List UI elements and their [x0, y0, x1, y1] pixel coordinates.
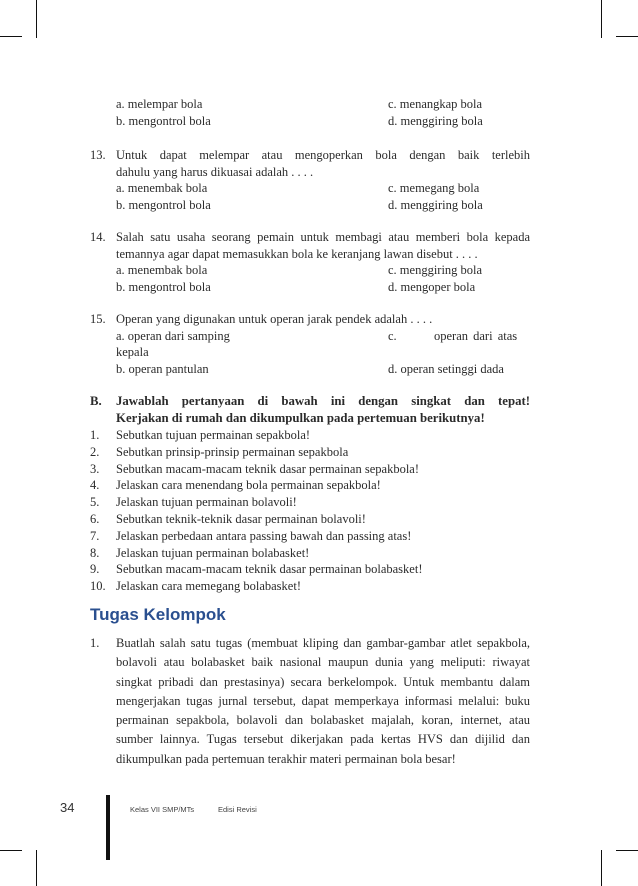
crop-mark — [601, 0, 602, 38]
section-b-instructions — [90, 393, 530, 427]
question-15 — [90, 311, 530, 377]
list-item — [90, 477, 530, 494]
option-b: b. mengontrol bola — [116, 197, 211, 212]
footer-edition: Edisi Revisi — [218, 805, 257, 814]
option-row — [116, 279, 530, 296]
list-item — [90, 545, 530, 562]
item-text: Sebutkan macam-macam teknik dasar permainan bolabasket! — [116, 562, 423, 577]
section-heading: Tugas Kelompok — [90, 605, 226, 624]
item-number: 6. — [90, 511, 100, 526]
option-row — [116, 262, 530, 279]
item-number: 8. — [90, 545, 100, 560]
list-item — [90, 528, 530, 545]
item-number: 1. — [90, 428, 100, 442]
list-item — [90, 561, 530, 578]
list-item — [90, 461, 530, 478]
section-label: B. — [90, 394, 102, 408]
option-d: d. menggiring bola — [388, 113, 483, 128]
option-a: a. menembak bola — [116, 263, 208, 278]
question-number: 13. — [90, 148, 106, 162]
task-text: Buatlah salah satu tugas (membuat kliping dan gambar-gambar atlet sepakbola, bolavoli atau bolabasket baik nasional maupun dunia yang meliputi: riwayat singkat pribadi dan prestasinya) secara berkelompok. Untuk membantu dalam mengerjakan tugas jurnal tersebut, dapat memperkaya informasi melalui: buku permainan sepakbola, bolavoli dan bolabasket majalah, koran, internet, atau sumber lainnya. Tugas tersebut dikerjakan pada kertas HVS dan dijilid dan dikumpulkan pada pertemuan terakhir materi permainan bola besar! — [116, 636, 530, 766]
group-task — [90, 634, 530, 769]
option-row — [116, 328, 530, 345]
item-text: Sebutkan macam-macam teknik dasar permainan sepakbola! — [116, 461, 420, 476]
option-d: d. menggiring bola — [388, 197, 483, 212]
option-b: b. mengontrol bola — [116, 279, 211, 294]
item-number: 5. — [90, 495, 100, 510]
question-13 — [90, 147, 530, 213]
question-text: temannya agar dapat memasukkan bola ke keranjang lawan disebut . . . . — [116, 246, 478, 261]
item-text: Jelaskan perbedaan antara passing bawah dan passing atas! — [116, 528, 412, 543]
item-text: Jelaskan cara menendang bola permainan sepakbola! — [116, 478, 381, 493]
option-d: d. mengoper bola — [388, 279, 476, 294]
crop-mark — [36, 0, 37, 38]
crop-mark — [616, 36, 638, 37]
option-c: c. memegang bola — [388, 181, 480, 196]
item-number: 10. — [90, 579, 106, 594]
item-text: Jelaskan tujuan permainan bolavoli! — [116, 495, 297, 510]
crop-mark — [0, 850, 22, 851]
item-text: Sebutkan prinsip-prinsip permainan sepakbola — [116, 444, 349, 459]
option-c: operan dari atas — [434, 328, 518, 343]
option-d: d. operan setinggi dada — [388, 361, 504, 376]
crop-mark — [616, 850, 638, 851]
crop-mark — [0, 36, 22, 37]
question-12-options — [90, 96, 530, 129]
item-number: 9. — [90, 562, 100, 577]
item-number: 3. — [90, 461, 100, 476]
list-item — [90, 578, 530, 595]
option-c: c. menggiring bola — [388, 263, 483, 278]
option-a: a. melempar bola — [116, 97, 203, 111]
item-number: 7. — [90, 528, 100, 543]
question-text: Untuk dapat melempar atau mengoperkan bola dengan baik terlebih — [116, 148, 530, 162]
option-a: a. operan dari samping — [116, 328, 230, 343]
option-b: b. operan pantulan — [116, 361, 209, 376]
question-text: Salah satu usaha seorang pemain untuk membagi atau memberi bola kepada — [116, 230, 530, 244]
list-item — [90, 444, 530, 461]
item-text: Sebutkan tujuan permainan sepakbola! — [116, 428, 311, 442]
option-row — [116, 197, 530, 214]
list-item — [90, 511, 530, 528]
question-text: dahulu yang harus dikuasai adalah . . . . — [116, 164, 314, 179]
question-number: 15. — [90, 312, 106, 326]
page-number: 34 — [60, 800, 75, 815]
essay-question-list — [90, 427, 530, 595]
item-number: 2. — [90, 444, 100, 459]
option-row — [116, 96, 530, 113]
list-item — [90, 494, 530, 511]
option-b: b. mengontrol bola — [116, 113, 211, 128]
item-text: Jelaskan tujuan permainan bolabasket! — [116, 545, 310, 560]
instruction-line: Kerjakan di rumah dan dikumpulkan pada pertemuan berikutnya! — [116, 411, 485, 425]
instruction-line: Jawablah pertanyaan di bawah ini dengan singkat dan tepat! — [116, 394, 530, 408]
list-item — [90, 427, 530, 444]
question-text: Operan yang digunakan untuk operan jarak pendek adalah . . . . — [116, 312, 433, 326]
footer-class: Kelas VII SMP/MTs — [130, 805, 195, 814]
option-c: c. menangkap bola — [388, 97, 483, 111]
crop-mark — [36, 850, 37, 886]
crop-mark — [601, 850, 602, 886]
footer-bar — [106, 795, 110, 860]
option-row — [116, 361, 530, 378]
question-14 — [90, 229, 530, 295]
question-number: 14. — [90, 230, 106, 244]
item-text: Sebutkan teknik-teknik dasar permainan bolavoli! — [116, 511, 366, 526]
item-number: 4. — [90, 478, 100, 493]
option-row — [116, 113, 530, 130]
task-number: 1. — [90, 636, 100, 650]
item-text: Jelaskan cara memegang bolabasket! — [116, 579, 301, 594]
option-a-continuation: kepala — [116, 345, 149, 360]
option-a: a. menembak bola — [116, 181, 208, 196]
option-c-label: c. — [388, 328, 397, 343]
option-row — [116, 180, 530, 197]
